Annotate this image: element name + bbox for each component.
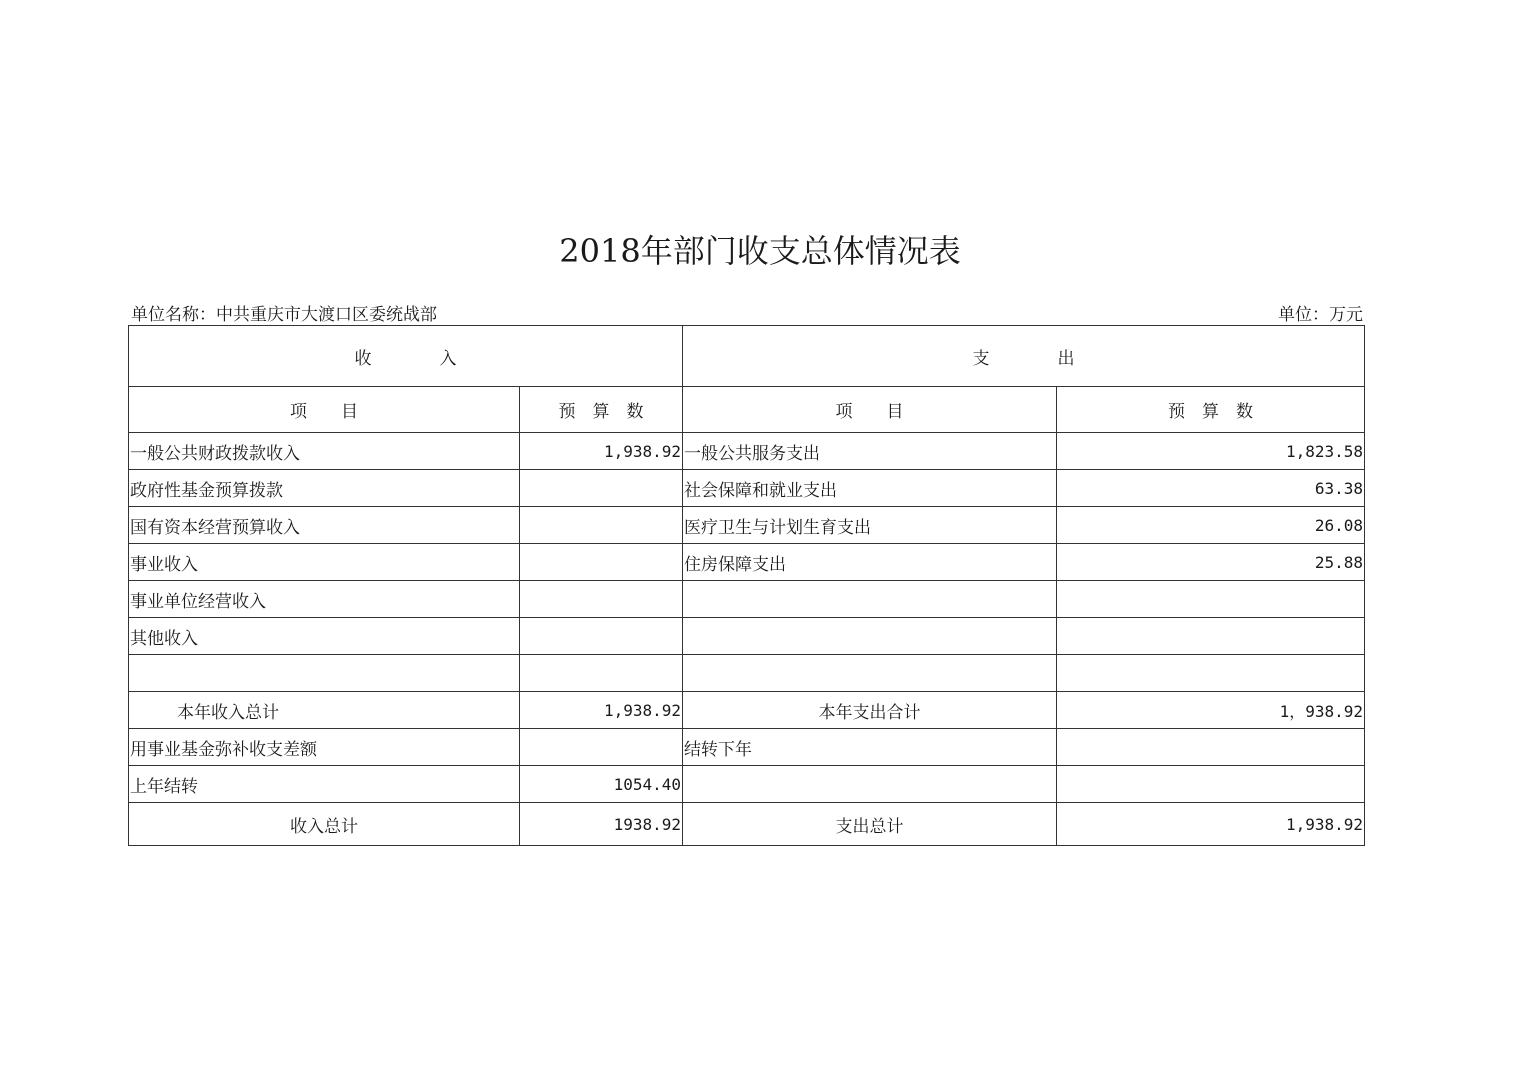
income-value [520,507,683,544]
income-item: 其他收入 [129,618,520,655]
table-row [129,581,1365,618]
table-row [129,470,1365,507]
expense-total-value: 1,938.92 [1057,803,1365,846]
income-item: 事业单位经营收入 [129,581,520,618]
expense-value [1057,581,1365,618]
income-item-header: 项 目 [129,387,520,433]
income-item: 国有资本经营预算收入 [129,507,520,544]
table-row [129,729,1365,766]
income-value [520,729,683,766]
income-subtotal-label: 本年收入总计 [129,692,520,729]
expense-value: 25.88 [1057,544,1365,581]
income-item [129,655,520,692]
expense-subtotal-value: 1，938.92 [1057,692,1365,729]
income-value: 1,938.92 [520,433,683,470]
expense-subtotal-label: 本年支出合计 [683,692,1057,729]
expense-value: 26.08 [1057,507,1365,544]
expense-total-label: 支出总计 [683,803,1057,846]
expense-value [1057,618,1365,655]
income-item: 政府性基金预算拨款 [129,470,520,507]
expense-item [683,618,1057,655]
expense-item: 一般公共服务支出 [683,433,1057,470]
table-row [129,618,1365,655]
header-row-1 [129,326,1365,387]
expense-value [1057,655,1365,692]
expense-value [1057,766,1365,803]
table-row [129,507,1365,544]
table-row [129,766,1365,803]
budget-table [128,325,1365,846]
income-item: 用事业基金弥补收支差额 [129,729,520,766]
expense-item: 社会保障和就业支出 [683,470,1057,507]
expense-item: 住房保障支出 [683,544,1057,581]
income-item: 一般公共财政拨款收入 [129,433,520,470]
table-row-subtotal [129,692,1365,729]
table-row [129,544,1365,581]
expense-item [683,581,1057,618]
expense-header: 支 出 [683,326,1365,387]
table-row-total [129,803,1365,846]
income-item: 上年结转 [129,766,520,803]
income-subtotal-value: 1,938.92 [520,692,683,729]
expense-value: 63.38 [1057,470,1365,507]
table-row [129,433,1365,470]
unit-name-label: 单位名称：中共重庆市大渡口区委统战部 [131,305,437,325]
expense-item [683,655,1057,692]
header-row-2 [129,387,1365,433]
expense-item: 结转下年 [683,729,1057,766]
income-value [520,470,683,507]
income-item: 事业收入 [129,544,520,581]
income-value [520,544,683,581]
expense-budget-header: 预 算 数 [1057,387,1365,433]
income-value [520,581,683,618]
table-row [129,655,1365,692]
income-total-label: 收入总计 [129,803,520,846]
expense-item: 医疗卫生与计划生育支出 [683,507,1057,544]
income-value [520,655,683,692]
expense-item [683,766,1057,803]
income-total-value: 1938.92 [520,803,683,846]
expense-value: 1,823.58 [1057,433,1365,470]
expense-item-header: 项 目 [683,387,1057,433]
page-title: 2018年部门收支总体情况表 [559,232,961,270]
expense-value [1057,729,1365,766]
unit-label: 单位：万元 [1278,305,1363,325]
income-header: 收 入 [129,326,683,387]
income-value [520,618,683,655]
income-budget-header: 预 算 数 [520,387,683,433]
income-value: 1054.40 [520,766,683,803]
